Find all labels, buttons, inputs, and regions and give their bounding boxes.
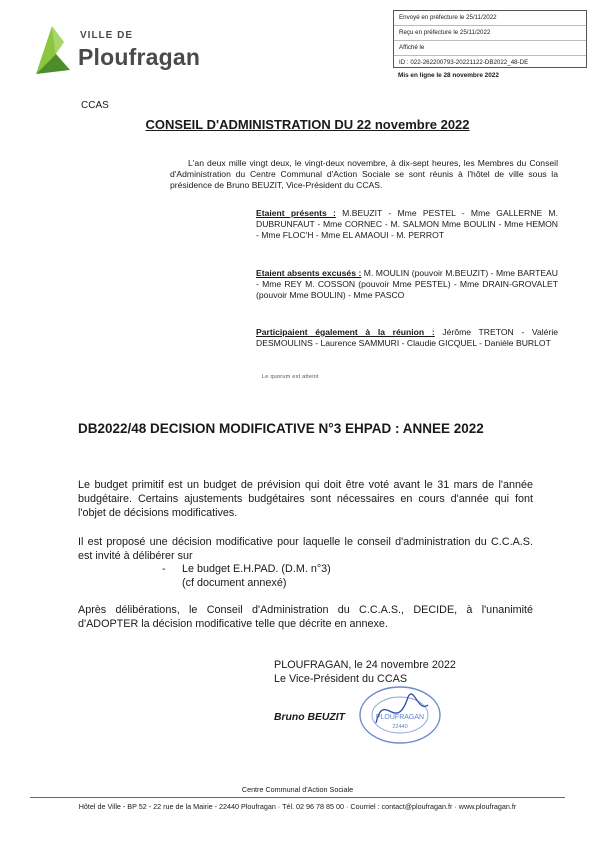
signer-role: Le Vice-Président du CCAS xyxy=(274,673,408,685)
item-main: Le budget E.H.PAD. (D.M. n°3) xyxy=(182,563,331,575)
stamp-posted: Affiché le xyxy=(394,41,586,56)
leaf-logo-icon xyxy=(34,24,74,76)
logo-ville-de: VILLE DE xyxy=(80,30,134,41)
present-list: M.BEUZIT - Mme PESTEL - Mme GALLERNE M. DUBRUNFAUT - Mme CORNEC - M. SALMON Mme BOULIN - Mme HEMON - Mme FLOC'H - Mme EL AMAOUI - M. PERROT xyxy=(256,208,558,240)
attendance-present xyxy=(256,208,558,241)
attendance-also xyxy=(256,327,558,349)
decision-title: DB2022/48 DECISION MODIFICATIVE N°3 EHPAD : ANNEE 2022 xyxy=(78,421,484,436)
official-seal-icon xyxy=(356,683,444,747)
svg-text:PLOUFRAGAN: PLOUFRAGAN xyxy=(375,714,425,721)
stamp-id: ID : 022-262200793-20221122-DB2022_48-DE xyxy=(399,58,529,66)
intro-paragraph: L'an deux mille vingt deux, le vingt-deux novembre, à dix-sept heures, les Membres du Conseil d'Administration du Centre Communal d'Action Sociale se sont réunis à l'hôtel de ville sous la présidence de Bruno BEUZIT, Vice-Président du CCAS. xyxy=(170,158,558,190)
item-sub: (cf document annexé) xyxy=(182,577,287,589)
decision-paragraph-1: Le budget primitif est un budget de prévision qui doit être voté avant le 31 mars de l'année budgétaire. Certains ajustements budgétaires sont nécessaires en cours d'année qui font l'objet de décisions modificatives. xyxy=(78,479,533,519)
ploufragan-logo xyxy=(34,22,224,82)
stamp-sent: Envoyé en préfecture le 25/11/2022 xyxy=(394,11,586,26)
item-dash: - xyxy=(162,563,166,575)
signer-name: Bruno BEUZIT xyxy=(274,712,345,723)
ccas-label: CCAS xyxy=(81,100,109,111)
logo-city-name: Ploufragan xyxy=(78,44,201,70)
present-label: Etaient présents : xyxy=(256,208,336,218)
page-title xyxy=(0,117,595,132)
also-label: Participaient également à la réunion : xyxy=(256,327,435,337)
signature-block xyxy=(274,658,456,686)
prefecture-stamp xyxy=(393,10,587,68)
also-list: Jérôme TRETON - Valérie DESMOULINS - Laurence SAMMURI - Claudie GICQUEL - Danièle BURLOT xyxy=(256,327,559,348)
attendance-absent xyxy=(256,268,558,301)
absent-list: M. MOULIN (pouvoir M.BEUZIT) - Mme BARTEAU - Mme REY M. COSSON (pouvoir Mme PESTEL) - Mme DRAIN-GROVALET (pouvoir Mme BOULIN) - Mme PASCO xyxy=(256,268,558,300)
stamp-online-date: Mis en ligne le 28 novembre 2022 xyxy=(398,72,499,79)
absent-label: Etaient absents excusés : xyxy=(256,268,362,278)
footer-divider xyxy=(30,797,565,798)
decision-paragraph-2: Il est proposé une décision modificative pour laquelle le conseil d'administration du C.C.A.S. est invité à délibérer sur xyxy=(78,536,533,562)
svg-text:22440: 22440 xyxy=(392,724,408,730)
place-date: PLOUFRAGAN, le 24 novembre 2022 xyxy=(274,659,456,671)
decision-item xyxy=(162,562,331,590)
footer-organisation: Centre Communal d'Action Sociale xyxy=(241,785,354,794)
footer-address: Hôtel de Ville - BP 52 - 22 rue de la Mairie - 22440 Ploufragan · Tél. 02 96 78 85 00 · Courriel : contact@ploufragan.fr · www.ploufragan.fr xyxy=(78,802,517,811)
decision-paragraph-3: Après délibérations, le Conseil d'Administration du C.C.A.S., DECIDE, à l'unanimité d'ADOPTER la décision modificative telle que décrite en annexe. xyxy=(78,604,533,630)
quorum-note: Le quorum est atteint xyxy=(262,374,319,380)
stamp-received: Reçu en préfecture le 25/11/2022 xyxy=(394,26,586,41)
page-title-text: CONSEIL D'ADMINISTRATION DU 22 novembre 2022 xyxy=(145,117,470,132)
